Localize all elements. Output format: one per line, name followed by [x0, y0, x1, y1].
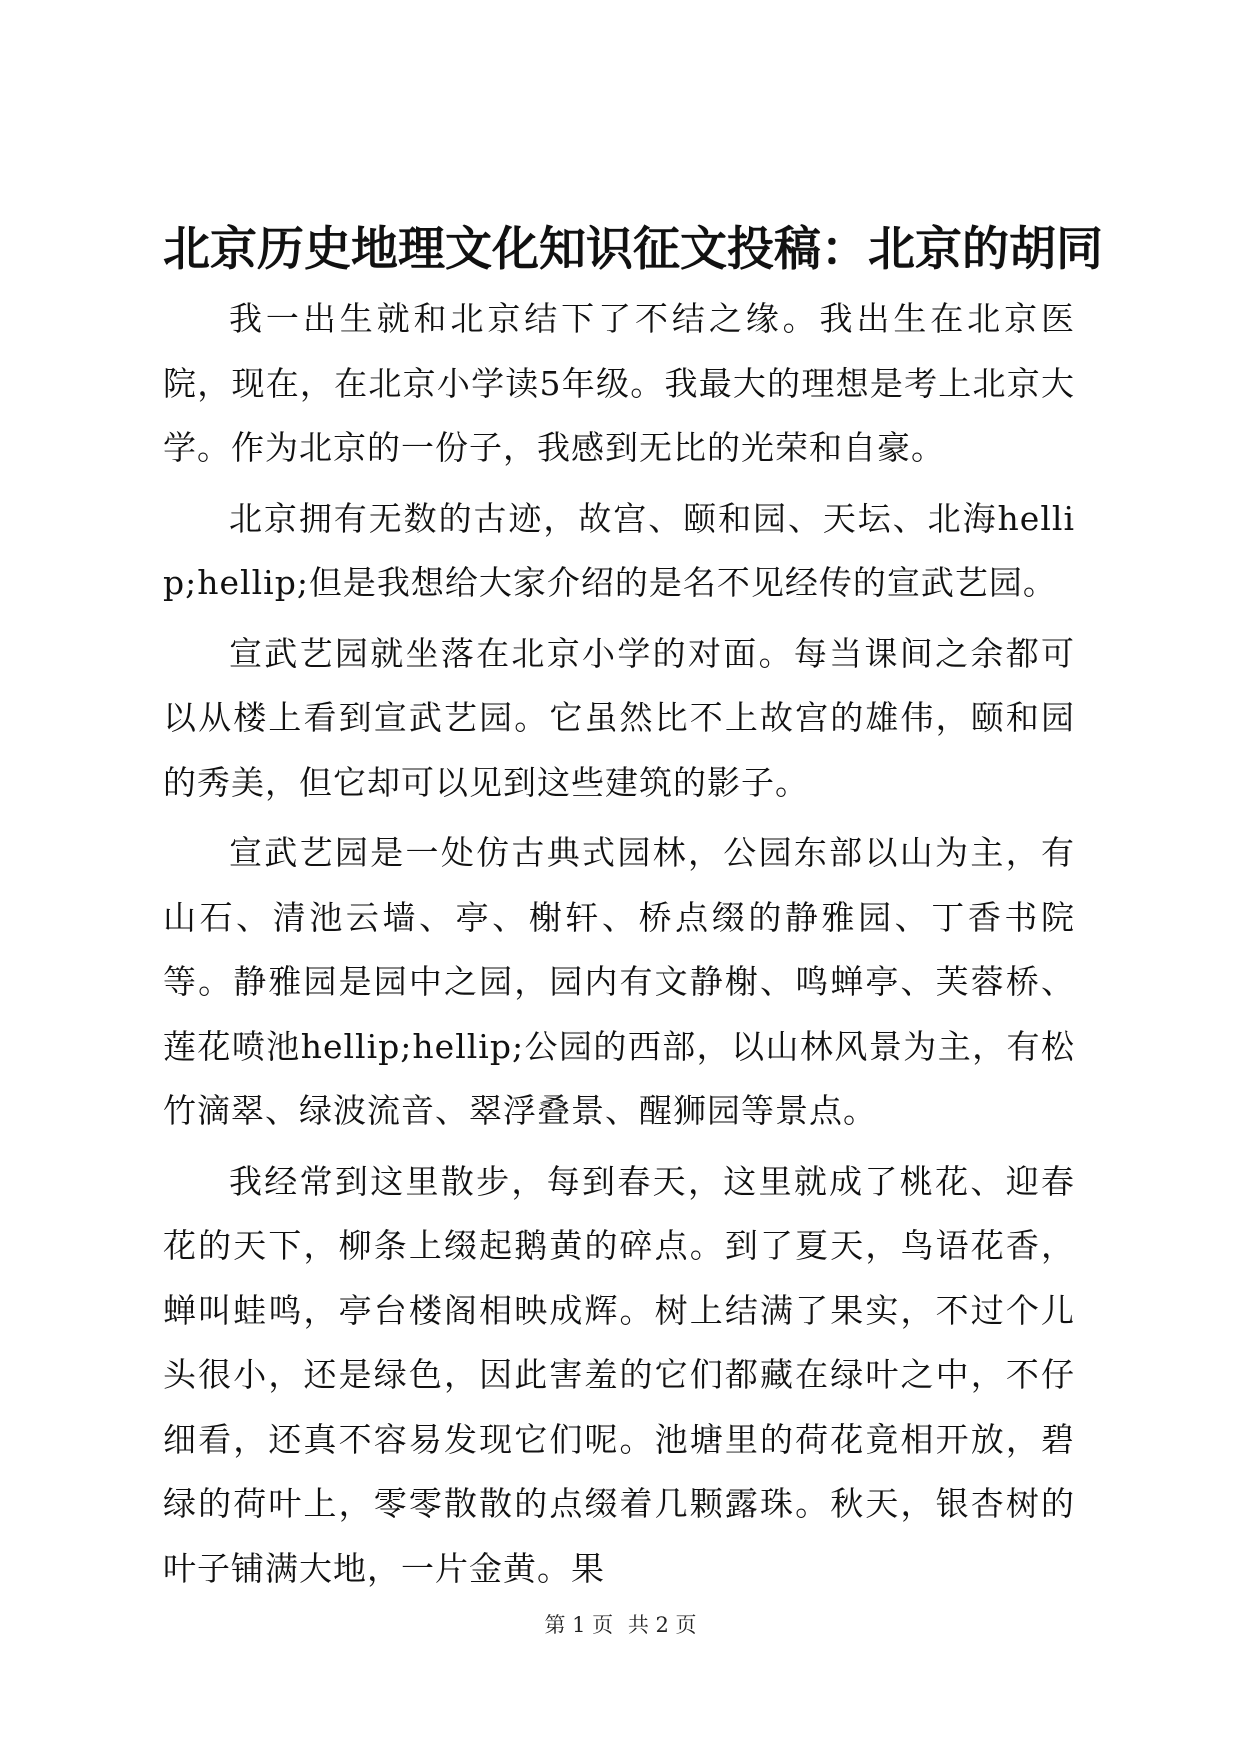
paragraph: 我经常到这里散步，每到春天，这里就成了桃花、迎春花的天下，柳条上缀起鹅黄的碎点。到了夏天，鸟语花香，蝉叫蛙鸣，亭台楼阁相映成辉。树上结满了果实，不过个儿头很小，还是绿色，因此害羞的它们都藏在绿叶之中，不仔细看，还真不容易发现它们呢。池塘里的荷花竟相开放，碧绿的荷叶上，零零散散的点缀着几颗露珠。秋天，银杏树的叶子铺满大地，一片金黄。果	[163, 1161, 1075, 1588]
document-title: 北京历史地理文化知识征文投稿：北京的胡同	[163, 222, 1103, 277]
paragraph: 我一出生就和北京结下了不结之缘。我出生在北京医院，现在，在北京小学读5年级。我最大的理想是考上北京大学。作为北京的一份子，我感到无比的光荣和自豪。	[163, 299, 1075, 467]
paragraph: 北京拥有无数的古迹，故宫、颐和园、天坛、北海hellip;hellip;但是我想给大家介绍的是名不见经传的宣武艺园。	[163, 498, 1075, 602]
page-total: 共 2 页	[627, 1613, 697, 1637]
paragraph: 宣武艺园就坐落在北京小学的对面。每当课间之余都可以从楼上看到宣武艺园。它虽然比不上故宫的雄伟，颐和园的秀美，但它却可以见到这些建筑的影子。	[163, 633, 1075, 802]
document-body	[163, 287, 1075, 1607]
page-footer	[0, 1610, 1241, 1640]
paragraph: 宣武艺园是一处仿古典式园林，公园东部以山为主，有山石、清池云墙、亭、榭轩、桥点缀的静雅园、丁香书院等。静雅园是园中之园，园内有文静榭、鸣蝉亭、芙蓉桥、莲花喷池hellip;hellip;公园的西部，以山林风景为主，有松竹滴翠、绿波流音、翠浮叠景、醒狮园等景点。	[163, 833, 1075, 1130]
page-number: 第 1 页	[544, 1613, 614, 1637]
